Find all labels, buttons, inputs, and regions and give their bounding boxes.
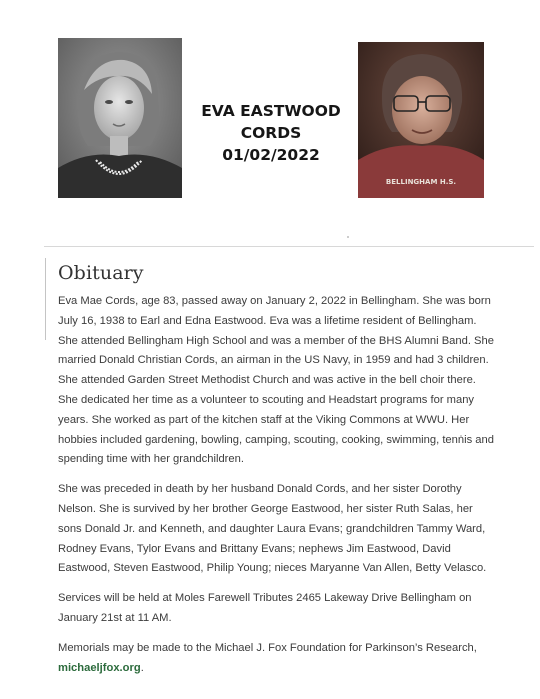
elderly-portrait-photo: [358, 42, 484, 198]
memorial-end: .: [140, 661, 144, 674]
memorial-link[interactable]: michaeljfox.org: [58, 661, 141, 674]
name-title: [188, 100, 354, 166]
young-portrait-image: [58, 38, 182, 198]
name-line-2: CORDS: [240, 124, 302, 142]
date-of-passing: 01/02/2022: [222, 146, 320, 164]
section-divider: [44, 246, 534, 247]
scan-speck: [347, 236, 349, 238]
obituary-paragraph-memorials: [58, 639, 498, 679]
margin-line: [45, 258, 46, 340]
obituary-paragraph-life: Eva Mae Cords, age 83, passed away on January 2, 2022 in Bellingham. She was born July 16, 1938 to Earl and Edna Eastwood. Eva was a lifetime resident of Bellingham. She attended Bellingham High School and was a member of the BHS Alumni Band. She married Donald Christian Cords, an airman in the US Navy, in 1959 and had 3 children. She attended Garden Street Methodist Church and was active in the bell choir there. She dedicated her time as a volunteer to scouting and Headstart programs for many years. She worked as part of the kitchen staff at the Viking Commons at WWU. Her hobbies included gardening, bowling, camping, scouting, cooking, swimming, tennis and spending time with her grandchildren.: [58, 295, 494, 466]
obituary-paragraph-services: Services will be held at Moles Farewell Tributes 2465 Lakeway Drive Bellingham on January 21st at 11 AM.: [58, 592, 472, 624]
elderly-portrait-image: [358, 42, 484, 198]
obituary-paragraph-family: She was preceded in death by her husband Donald Cords, and her sister Dorothy Nelson. She is survived by her brother George Eastwood, her sister Ruth Salas, her sons Donald Jr. and Kenneth, and daughter Laura Evans; grandchildren Tammy Ward, Rodney Evans, Tylor Evans and Brittany Evans; nephews Jim Eastwood, David Eastwood, Steven Eastwood, Philip Young; nieces Maryanne Van Allen, Betty Velasco.: [58, 483, 487, 575]
obituary-section: [58, 262, 498, 688]
obituary-heading: Obituary: [58, 262, 144, 284]
memorial-text: Memorials may be made to the Michael J. Fox Foundation for Parkinson’s Research,: [58, 641, 477, 654]
shirt-print-text: BELLINGHAM H.S.: [385, 178, 457, 186]
name-line-1: EVA EASTWOOD: [201, 102, 341, 120]
young-portrait-photo: [58, 38, 182, 198]
